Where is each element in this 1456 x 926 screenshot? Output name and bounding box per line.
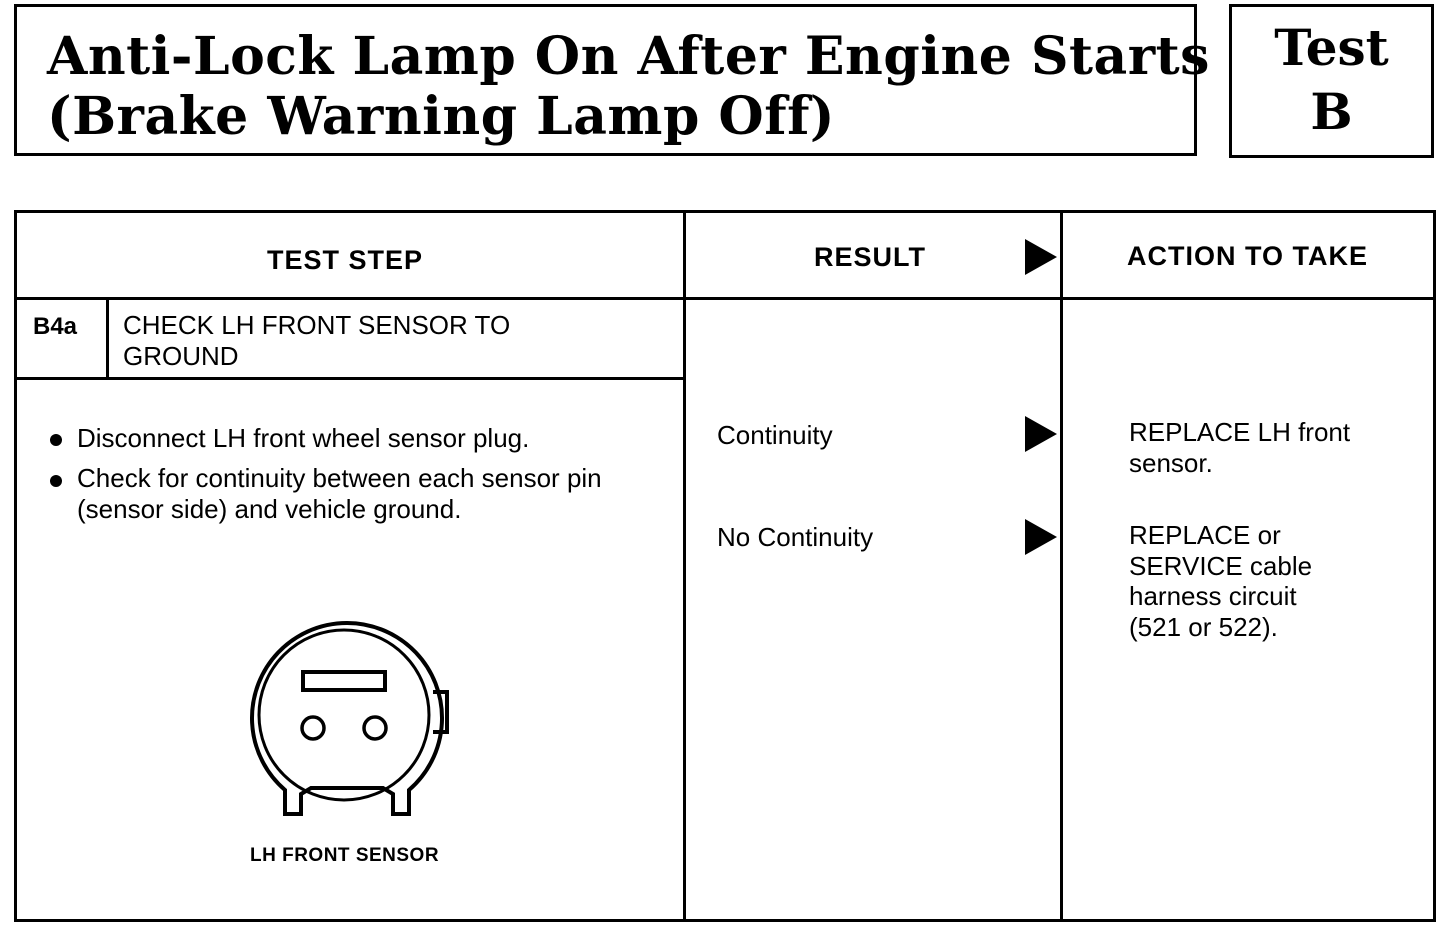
header-arrow-icon [1025, 239, 1057, 275]
column-divider [683, 213, 686, 919]
step-id: B4a [33, 313, 78, 340]
column-divider [1060, 213, 1063, 919]
title-line-2: (Brake Warning Lamp Off) [47, 86, 836, 147]
bullet-1-line-1: Disconnect LH front wheel sensor plug. [77, 423, 530, 453]
result-no-continuity: No Continuity [717, 522, 874, 552]
step-title-line-1: CHECK LH FRONT SENSOR TO [123, 310, 511, 340]
bullet-icon [50, 475, 62, 487]
step-title-divider [17, 377, 684, 380]
action-2-line-3: harness circuit [1129, 581, 1297, 611]
action-2-line-1: REPLACE or [1129, 520, 1281, 550]
result-arrow-icon [1025, 416, 1057, 452]
test-label: Test [1274, 18, 1389, 77]
header-result: RESULT [814, 242, 926, 272]
action-1-line-2: sensor. [1129, 448, 1213, 478]
result-continuity: Continuity [717, 420, 833, 450]
action-2-line-2: SERVICE cable [1129, 551, 1313, 581]
title-box [14, 4, 1210, 156]
bullet-2-line-1: Check for continuity between each sensor pin [77, 463, 602, 493]
figure-caption: LH FRONT SENSOR [250, 845, 440, 866]
result-arrow-icon [1025, 519, 1057, 555]
bullet-icon [50, 434, 62, 446]
action-1-line-1: REPLACE LH front [1129, 417, 1351, 447]
test-table [14, 210, 1436, 922]
step-title-line-2: GROUND [123, 341, 239, 371]
header-test-step: TEST STEP [267, 245, 424, 275]
header-divider [17, 297, 1433, 300]
header-action: ACTION TO TAKE [1127, 241, 1368, 271]
test-letter: B [1310, 82, 1353, 141]
bullet-2-line-2: (sensor side) and vehicle ground. [77, 494, 462, 524]
action-2-line-4: (521 or 522). [1129, 612, 1278, 642]
test-label-box [1229, 4, 1434, 158]
lh-front-sensor-diagram [237, 608, 457, 828]
step-id-divider [106, 299, 109, 379]
title-line-1: Anti-Lock Lamp On After Engine Starts [47, 26, 1210, 87]
